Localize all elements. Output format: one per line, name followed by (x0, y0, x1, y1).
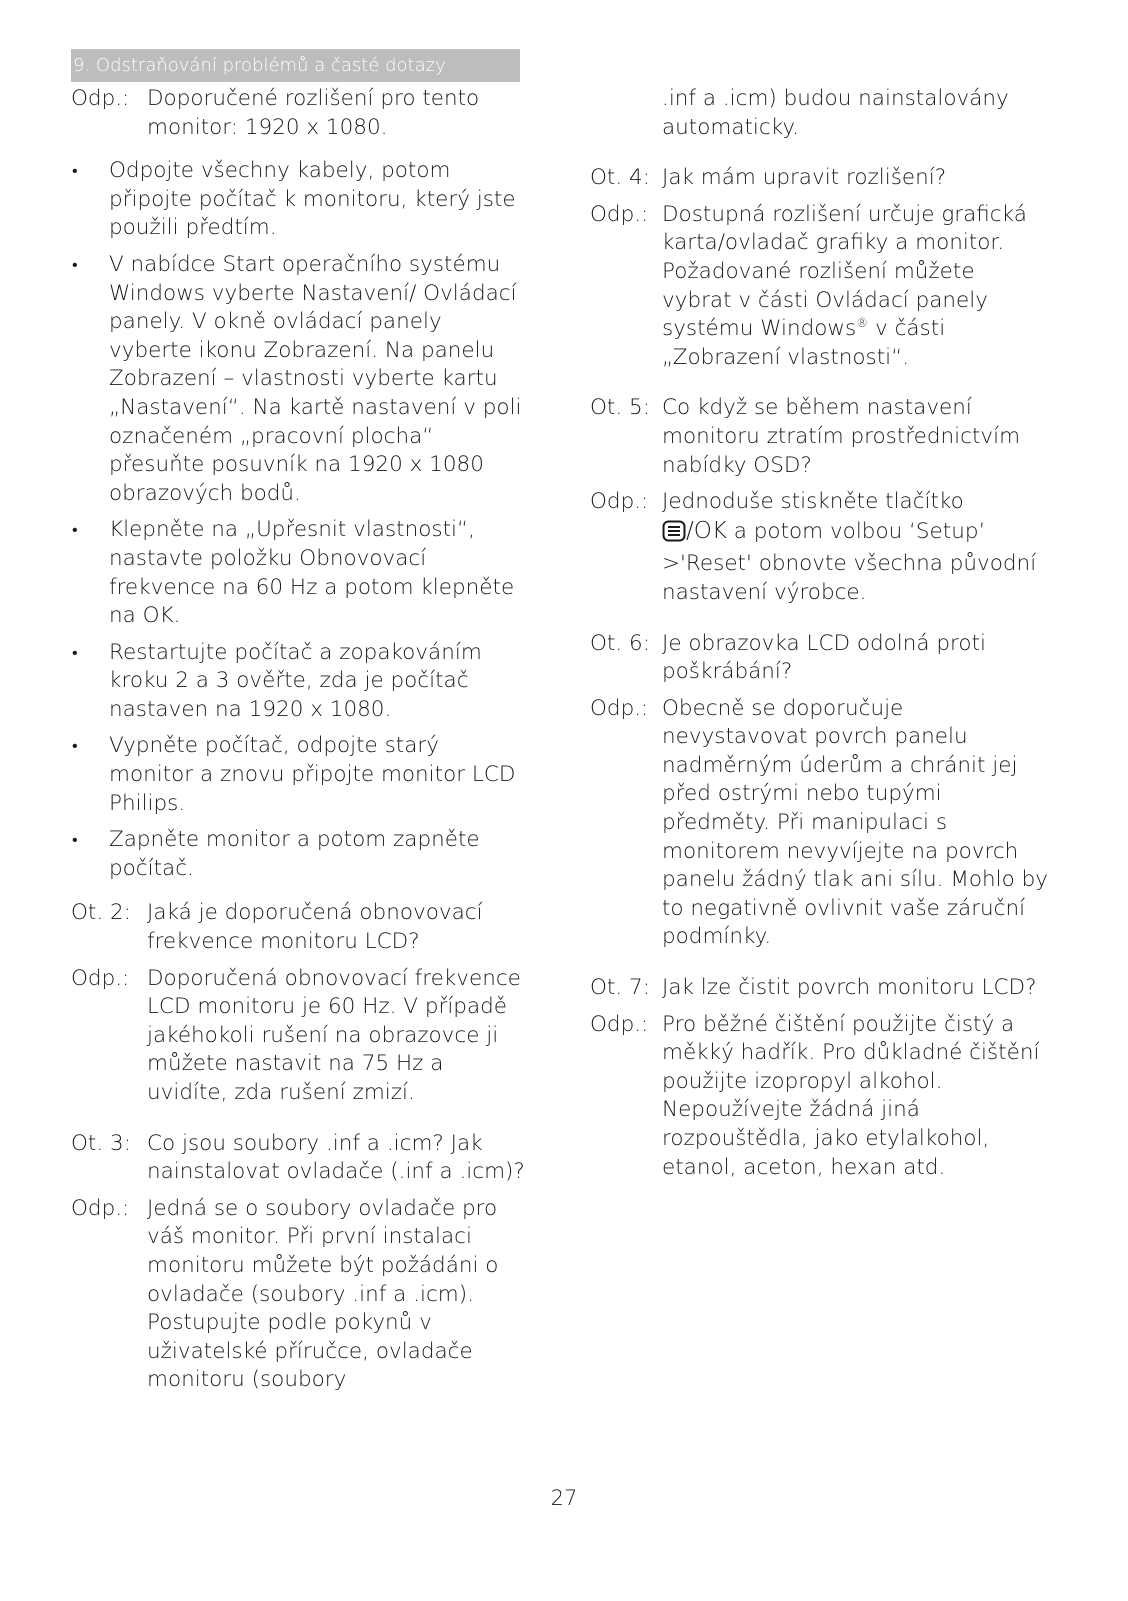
page-number: 27 (550, 1486, 578, 1510)
registered-mark: ® (856, 316, 869, 330)
question-6 (590, 630, 1050, 687)
answer-5 (590, 488, 1050, 607)
answer-4 (590, 201, 1050, 373)
question-4 (590, 164, 1050, 193)
answer-label: Odp.: (590, 489, 649, 515)
question-text: Co když se během nastavení monitoru ztratím prostřednictvím nabídky OSD? (662, 395, 1021, 478)
question-label: Ot. 2: (71, 900, 131, 926)
answer-text: Pro běžné čištění použijte čistý a měkký hadřík. Pro důkladné čištění použijte izopropyl alkohol. Nepoužívejte žádná jiná rozpouštědla, jako etylalkohol, etanol, aceton, hexan atd. (662, 1011, 1040, 1180)
answer-label: Odp.: (71, 86, 130, 111)
bullet-icon: • (72, 254, 78, 274)
answer-3-continued: .inf a .icm) budou nainstalovány automaticky. (662, 86, 1009, 140)
answer-label: Odp.: (590, 695, 649, 721)
answer-text: Dostupná rozlišení určuje grafická karta/ovladač grafiky a monitor. Požadované rozlišení můžete vybrat v části Ovládací panely systému Windows® v části „Zobrazení vlastnosti“. (662, 201, 1027, 370)
answer-text: Obecně se doporučuje nevystavovat povrch panelu nadměrným úderům a chránit jej před ostrými nebo tupými předměty. Při manipulaci s monitorem nevyvíjejte na povrch panelu žádný tlak ani sílu. Mohlo by to negativně ovlivnit vaše záruční podmínky. (662, 695, 1048, 950)
answer-text: Jedná se o soubory ovladače pro váš monitor. Při první instalaci monitoru můžete být požádáni o ovladače (soubory .inf a .icm). Postupujte podle pokynů v uživatelské příručce, ovladače monitoru (soubory (147, 1195, 499, 1393)
question-label: Ot. 5: (590, 395, 650, 421)
section-header: 9. Odstraňování problémů a časté dotazy (71, 49, 520, 82)
right-column (590, 85, 1050, 1182)
answer-label: Odp.: (71, 1195, 130, 1221)
list-item: • Odpojte všechny kabely, potom připojte počítač k monitoru, který jste použili předtím. (71, 157, 526, 243)
answer-text: Jednoduše stiskněte tlačítko /OK a potom volbou ‘Setup’ >'Reset' obnovte všechna původní nastavení výrobce. (662, 489, 1037, 605)
list-item: • Zapněte monitor a potom zapněte počítač. (71, 826, 526, 883)
list-item: • Klepněte na „Upřesnit vlastnosti“, nastavte položku Obnovovací frekvence na 60 Hz a potom klepněte na OK. (71, 516, 526, 630)
steps-list (71, 157, 526, 883)
answer-label: Odp.: (590, 1011, 649, 1037)
question-5 (590, 394, 1050, 480)
question-text: Jak mám upravit rozlišení? (662, 165, 947, 191)
ok-label: /OK (686, 517, 727, 544)
bullet-icon: • (72, 642, 78, 662)
bullet-icon: • (72, 830, 78, 850)
bullet-icon: • (72, 736, 78, 756)
list-item: • Restartujte počítač a zopakováním kroku 2 a 3 ověřte, zda je počítač nastaven na 1920 x 1080. (71, 639, 526, 725)
bullet-icon: • (72, 161, 78, 181)
question-3 (71, 1130, 526, 1187)
question-label: Ot. 4: (590, 165, 650, 191)
left-column (71, 85, 526, 1395)
bullet-icon: • (72, 520, 78, 540)
list-item: • V nabídce Start operačního systému Windows vyberte Nastavení/ Ovládací panely. V okně ovládací panely vyberte ikonu Zobrazení. Na panelu Zobrazení – vlastnosti vyberte kartu „Nastavení“. Na kartě nastavení v poli označeném „pracovní plocha“ přesuňte posuvník na 1920 x 1080 obrazových bodů. (71, 251, 526, 508)
answer-6 (590, 695, 1050, 952)
question-2 (71, 899, 526, 956)
question-label: Ot. 7: (590, 975, 650, 1001)
answer-1 (71, 85, 526, 142)
question-text: Je obrazovka LCD odolná proti poškrábání? (662, 630, 986, 685)
answer-7 (590, 1011, 1050, 1183)
question-label: Ot. 3: (71, 1130, 131, 1156)
answer-3 (71, 1195, 526, 1395)
answer-text: Doporučená obnovovací frekvence LCD monitoru je 60 Hz. V případě jakéhokoli rušení na obrazovce ji můžete nastavit na 75 Hz a uvidíte, zda rušení zmizí. (147, 965, 521, 1105)
answer-label: Odp.: (590, 201, 649, 227)
question-7 (590, 974, 1050, 1003)
question-text: Jak lze čistit povrch monitoru LCD? (662, 975, 1037, 1001)
menu-button-icon (662, 520, 686, 551)
list-item: • Vypněte počítač, odpojte starý monitor a znovu připojte monitor LCD Philips. (71, 732, 526, 818)
answer-label: Odp.: (71, 965, 130, 991)
question-text: Co jsou soubory .inf a .icm? Jak nainstalovat ovladače (.inf a .icm)? (147, 1130, 525, 1185)
question-text: Jaká je doporučená obnovovací frekvence monitoru LCD? (147, 900, 483, 955)
answer-2 (71, 965, 526, 1108)
answer-text: Doporučené rozlišení pro tento monitor: 1920 x 1080. (147, 86, 480, 140)
question-label: Ot. 6: (590, 630, 650, 656)
